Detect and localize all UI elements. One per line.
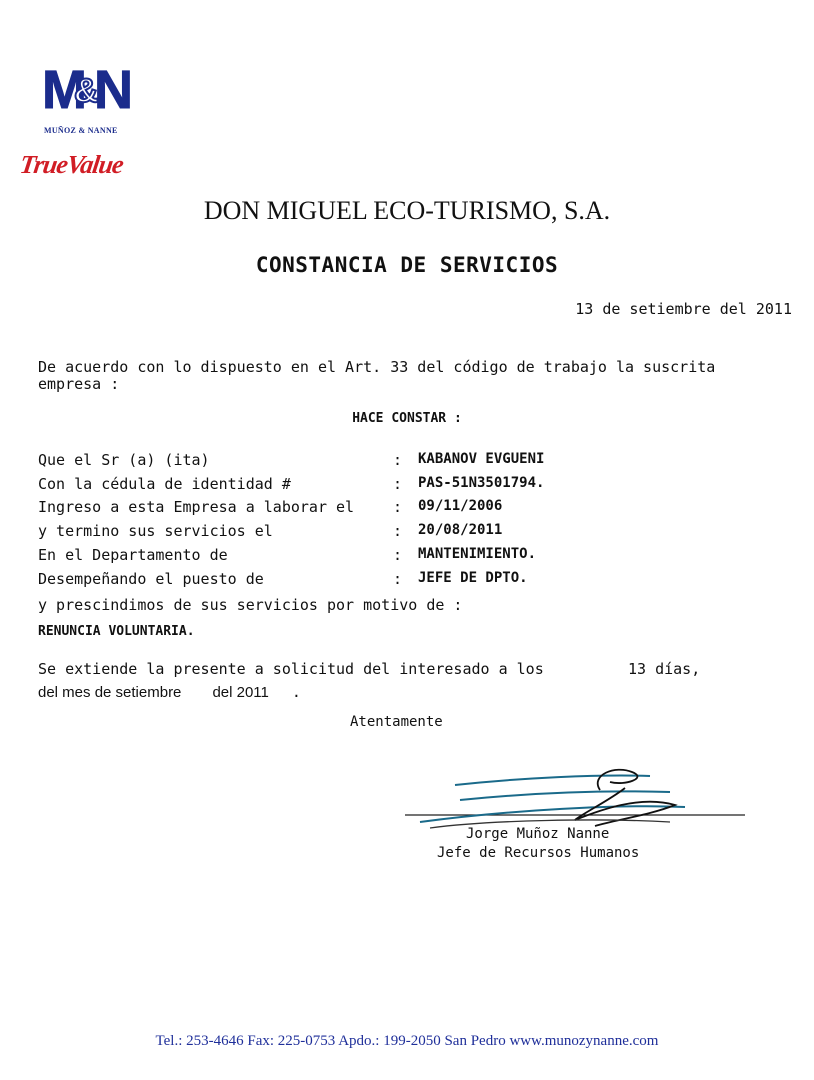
field-colon: : — [393, 498, 403, 516]
field-colon: : — [393, 451, 403, 469]
end-date: 20/08/2011 — [418, 522, 503, 538]
field-label: Ingreso a esta Empresa a laborar el — [38, 498, 355, 516]
brand-name: MUÑOZ & NANNE — [44, 126, 118, 135]
field-id-row — [38, 475, 738, 497]
field-label: y termino sus servicios el — [38, 522, 273, 540]
field-position-row — [38, 570, 738, 592]
company-logo — [38, 52, 138, 122]
start-date: 09/11/2006 — [418, 498, 503, 514]
field-name-row — [38, 451, 738, 473]
partner-logo: TrueValue — [18, 150, 125, 179]
field-label: Que el Sr (a) (ita) — [38, 451, 210, 469]
svg-text:&: & — [74, 72, 99, 110]
closing-days: 13 días, — [628, 660, 701, 678]
closing-line-1 — [38, 660, 701, 678]
salutation: Atentamente — [350, 714, 443, 730]
position: JEFE DE DPTO. — [418, 570, 528, 586]
closing-year: del 2011 — [212, 684, 269, 701]
intro-paragraph: De acuerdo con lo dispuesto en el Art. 33 del código de trabajo la suscrita empresa : — [38, 358, 716, 393]
signer-role: Jefe de Recursos Humanos — [437, 845, 640, 861]
employee-name: KABANOV EVGUENI — [418, 451, 545, 467]
document-title: CONSTANCIA DE SERVICIOS — [255, 253, 559, 277]
dismissal-line: y prescindimos de sus servicios por motivo de : — [38, 596, 463, 614]
closing-month: del mes de setiembre — [38, 684, 182, 701]
field-colon: : — [393, 475, 403, 493]
closing-period: . — [291, 683, 301, 701]
declaration-heading: HACE CONSTAR : — [352, 411, 462, 426]
field-colon: : — [393, 570, 403, 588]
field-label: Desempeñando el puesto de — [38, 570, 264, 588]
department: MANTENIMIENTO. — [418, 546, 537, 562]
svg-text:M: M — [42, 60, 81, 120]
field-department-row — [38, 546, 738, 568]
employee-id: PAS-51N3501794. — [418, 475, 545, 491]
field-colon: : — [393, 546, 403, 564]
signature — [400, 760, 750, 835]
field-colon: : — [393, 522, 403, 540]
footer-contact: Tel.: 253-4646 Fax: 225-0753 Apdo.: 199-2050 San Pedro www.munozynanne.com — [155, 1033, 659, 1049]
company-name: DON MIGUEL ECO-TURISMO, S.A. — [203, 196, 611, 225]
closing-line-2 — [38, 683, 301, 701]
field-start-row — [38, 498, 738, 520]
field-label: En el Departamento de — [38, 546, 228, 564]
svg-text:N: N — [94, 60, 133, 120]
field-label: Con la cédula de identidad # — [38, 475, 291, 493]
signer-name: Jorge Muñoz Nanne — [466, 826, 610, 842]
dismissal-reason: RENUNCIA VOLUNTARIA. — [38, 624, 195, 639]
document-date: 13 de setiembre del 2011 — [575, 300, 792, 318]
closing-text: Se extiende la presente a solicitud del interesado a los — [38, 660, 544, 678]
field-end-row — [38, 522, 738, 544]
